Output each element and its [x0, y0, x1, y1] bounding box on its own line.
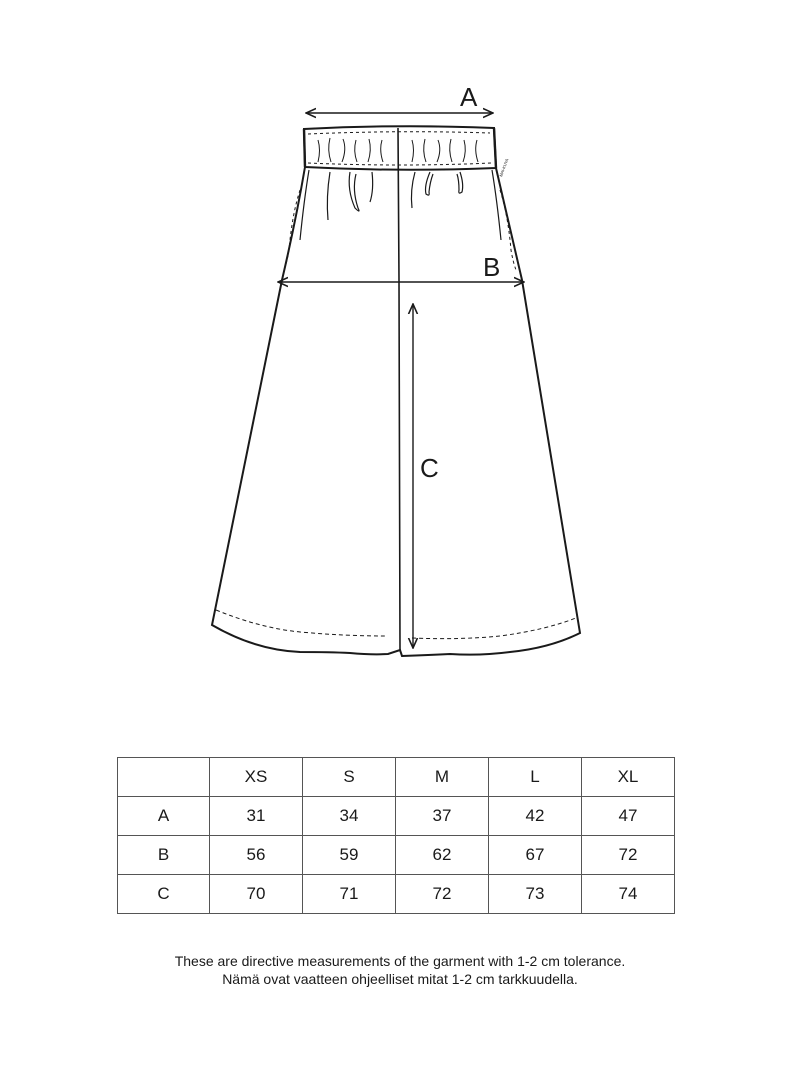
- row-label: B: [118, 836, 210, 875]
- drape-folds: [327, 172, 462, 220]
- table-cell: 71: [303, 875, 396, 914]
- note-finnish: Nämä ovat vaatteen ohjeelliset mitat 1-2 cm tarkkuudella.: [222, 971, 578, 987]
- table-cell: 37: [396, 797, 489, 836]
- pocket-stitching: [284, 190, 516, 270]
- table-cell: 72: [582, 836, 675, 875]
- header-cell-empty: [118, 758, 210, 797]
- table-row-a: [118, 797, 675, 836]
- table-row-c: [118, 875, 675, 914]
- table-cell: 70: [210, 875, 303, 914]
- header-cell-l: L: [489, 758, 582, 797]
- row-label: A: [118, 797, 210, 836]
- pocket-openings: [300, 170, 501, 240]
- note-english: These are directive measurements of the garment with 1-2 cm tolerance.: [174, 953, 626, 969]
- table-cell: 47: [582, 797, 675, 836]
- table-cell: 34: [303, 797, 396, 836]
- header-cell-xs: XS: [210, 758, 303, 797]
- table-cell: 59: [303, 836, 396, 875]
- table-cell: 72: [396, 875, 489, 914]
- trouser-outline: [212, 167, 580, 656]
- row-label: C: [118, 875, 210, 914]
- table-header-row: [118, 758, 675, 797]
- table-cell: 73: [489, 875, 582, 914]
- table-cell: 31: [210, 797, 303, 836]
- table-cell: 67: [489, 836, 582, 875]
- waistband-stitching: [308, 132, 492, 165]
- table-cell: 42: [489, 797, 582, 836]
- measure-c-label: C: [420, 453, 439, 483]
- measure-a-label: A: [460, 82, 478, 112]
- hem-stitching: [216, 610, 576, 639]
- center-seam: [398, 128, 400, 650]
- table-cell: 62: [396, 836, 489, 875]
- header-cell-s: S: [303, 758, 396, 797]
- measure-b-label: B: [483, 252, 501, 282]
- size-table: [117, 757, 675, 914]
- measurement-note: [0, 952, 800, 988]
- table-cell: 56: [210, 836, 303, 875]
- table-row-b: [118, 836, 675, 875]
- header-cell-m: M: [396, 758, 489, 797]
- table-cell: 74: [582, 875, 675, 914]
- header-cell-xl: XL: [582, 758, 675, 797]
- brand-tag: MAI-KUVA: [498, 157, 510, 178]
